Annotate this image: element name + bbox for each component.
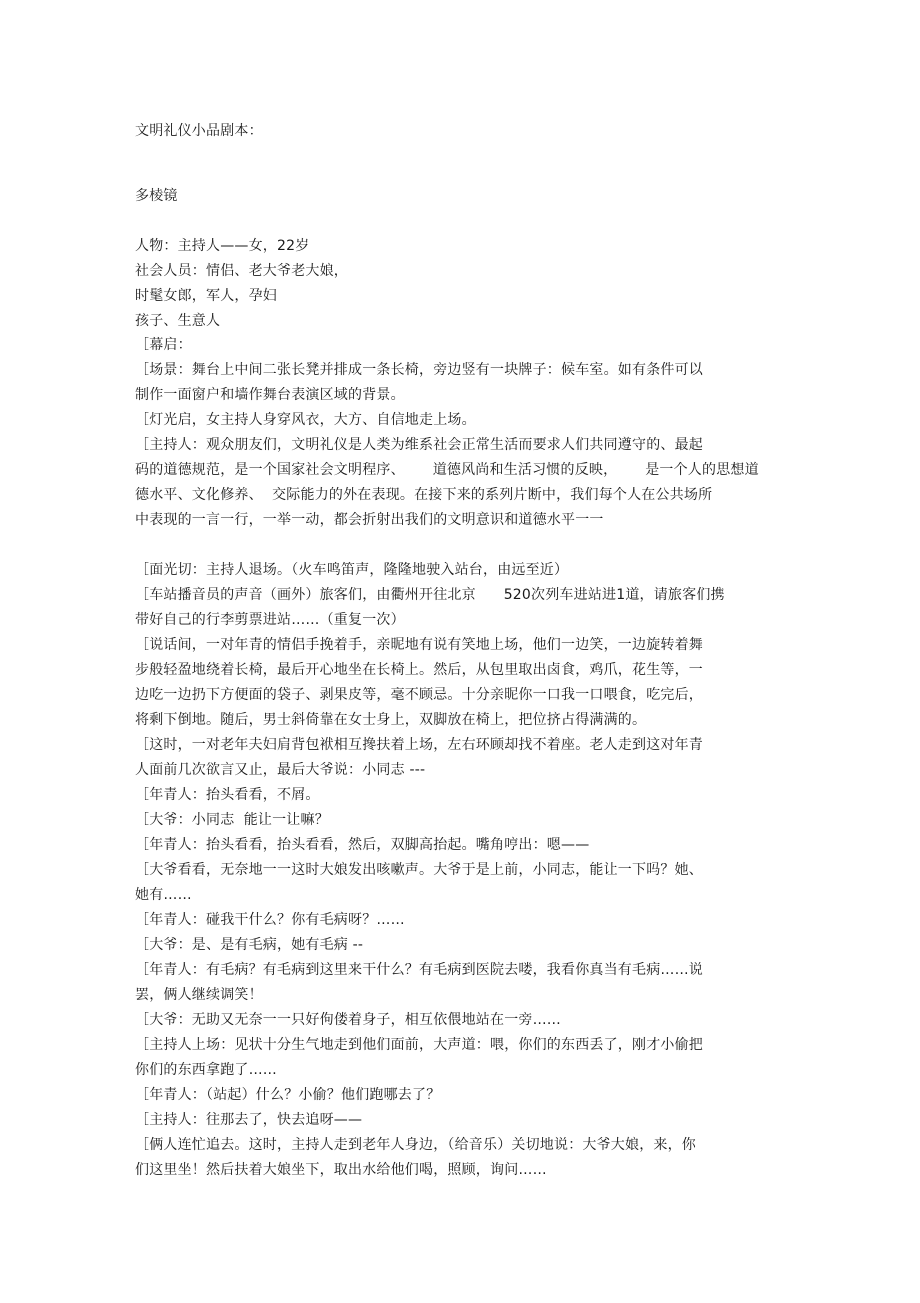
text-line: 码的道德规范，是一个国家社会文明程序、 道德风尚和生活习惯的反映， 是一个人的思想道 xyxy=(135,462,759,478)
text-line: 人面前几次欲言又止，最后大爷说：小同志 --- xyxy=(135,762,426,778)
text-line: ［车站播音员的声音（画外）旅客们，由衢州开往北京 520次列车进站进1道，请旅客们携 xyxy=(135,587,725,603)
text-line: ［说话间，一对年青的情侣手挽着手，亲昵地有说有笑地上场，他们一边笑，一边旋转着舞 xyxy=(135,637,703,653)
text-line: 步般轻盈地绕着长椅，最后开心地坐在长椅上。然后，从包里取出卤食，鸡爪，花生等，一 xyxy=(135,662,703,678)
text-line: ［灯光启，女主持人身穿风衣，大方、自信地走上场。 xyxy=(135,412,476,428)
text-line: 制作一面窗户和墙作舞台表演区域的背景。 xyxy=(135,387,405,403)
text-line: ［大爷：小同志 能让一让嘛？ xyxy=(135,812,329,828)
text-line: 中表现的一言一行，一举一动，都会折射出我们的文明意识和道德水平一一 xyxy=(135,512,604,528)
text-line: ［年青人：（站起）什么？小偷？他们跑哪去了？ xyxy=(135,1087,441,1103)
text-line: ［大爷：无助又无奈一一只好佝偻着身子，相互依偎地站在一旁…… xyxy=(135,1012,561,1028)
text-line: ［大爷：是、是有毛病，她有毛病 -- xyxy=(135,937,364,953)
text-line: 边吃一边扔下方便面的袋子、剥果皮等，毫不顾忌。十分亲昵你一口我一口喂食，吃完后， xyxy=(135,687,703,703)
text-line: ［这时，一对老年夫妇肩背包袱相互搀扶着上场，左右环顾却找不着座。老人走到这对年青 xyxy=(135,737,703,753)
text-line: ［大爷看看，无奈地一一这时大娘发出咳嗽声。大爷于是上前，小同志，能让一下吗？她、 xyxy=(135,862,703,878)
text-line: 你们的东西拿跑了…… xyxy=(135,1062,277,1078)
text-line: ［幕启： xyxy=(135,337,192,353)
text-line: 时髦女郎，军人，孕妇 xyxy=(135,288,277,304)
text-line: 罢，俩人继续调笑！ xyxy=(135,987,263,1003)
text-line: 德水平、文化修养、 交际能力的外在表现。在接下来的系列片断中，我们每个人在公共场所 xyxy=(135,487,713,503)
document-title: 文明礼仪小品剧本： xyxy=(135,123,263,139)
text-line: ［场景：舞台上中间二张长凳并排成一条长椅，旁边竖有一块牌子：候车室。如有条件可以 xyxy=(135,362,703,378)
text-line: 她有…… xyxy=(135,887,192,903)
text-line: ［主持人：往那去了，快去追呀—— xyxy=(135,1112,363,1128)
text-line: 们这里坐！然后扶着大娘坐下，取出水给他们喝，照顾，询问…… xyxy=(135,1162,547,1178)
text-line: 社会人员：情侣、老大爷老大娘， xyxy=(135,263,348,279)
text-line: 将剩下倒地。随后，男士斜倚靠在女士身上，双脚放在椅上，把位挤占得满满的。 xyxy=(135,712,647,728)
text-line: ［俩人连忙追去。这时，主持人走到老年人身边，（给音乐）关切地说：大爷大娘，来，你 xyxy=(135,1137,696,1153)
text-line: ［年青人：有毛病？有毛病到这里来干什么？有毛病到医院去喽，我看你真当有毛病……说 xyxy=(135,962,703,978)
text-line: ［年青人：碰我干什么？你有毛病呀？…… xyxy=(135,912,405,928)
text-line: ［面光切：主持人退场。（火车鸣笛声，隆隆地驶入站台，由远至近） xyxy=(135,562,569,578)
text-line: 孩子、生意人 xyxy=(135,313,221,329)
text-line: ［主持人上场：见状十分生气地走到他们面前，大声道：喂，你们的东西丢了，刚才小偷把 xyxy=(135,1037,703,1053)
text-line: ［年青人：抬头看看，抬头看看，然后，双脚高抬起。嘴角哼出：嗯—— xyxy=(135,837,590,853)
text-line: 带好自己的行李剪票进站……（重复一次） xyxy=(135,612,405,628)
text-line: ［年青人：抬头看看，不屑。 xyxy=(135,787,320,803)
text-line: ［主持人：观众朋友们，文明礼仪是人类为维系社会正常生活而要求人们共同遵守的、最起 xyxy=(135,437,703,453)
text-line: 人物：主持人——女，22岁 xyxy=(135,238,310,254)
document-subtitle: 多棱镜 xyxy=(135,188,178,204)
